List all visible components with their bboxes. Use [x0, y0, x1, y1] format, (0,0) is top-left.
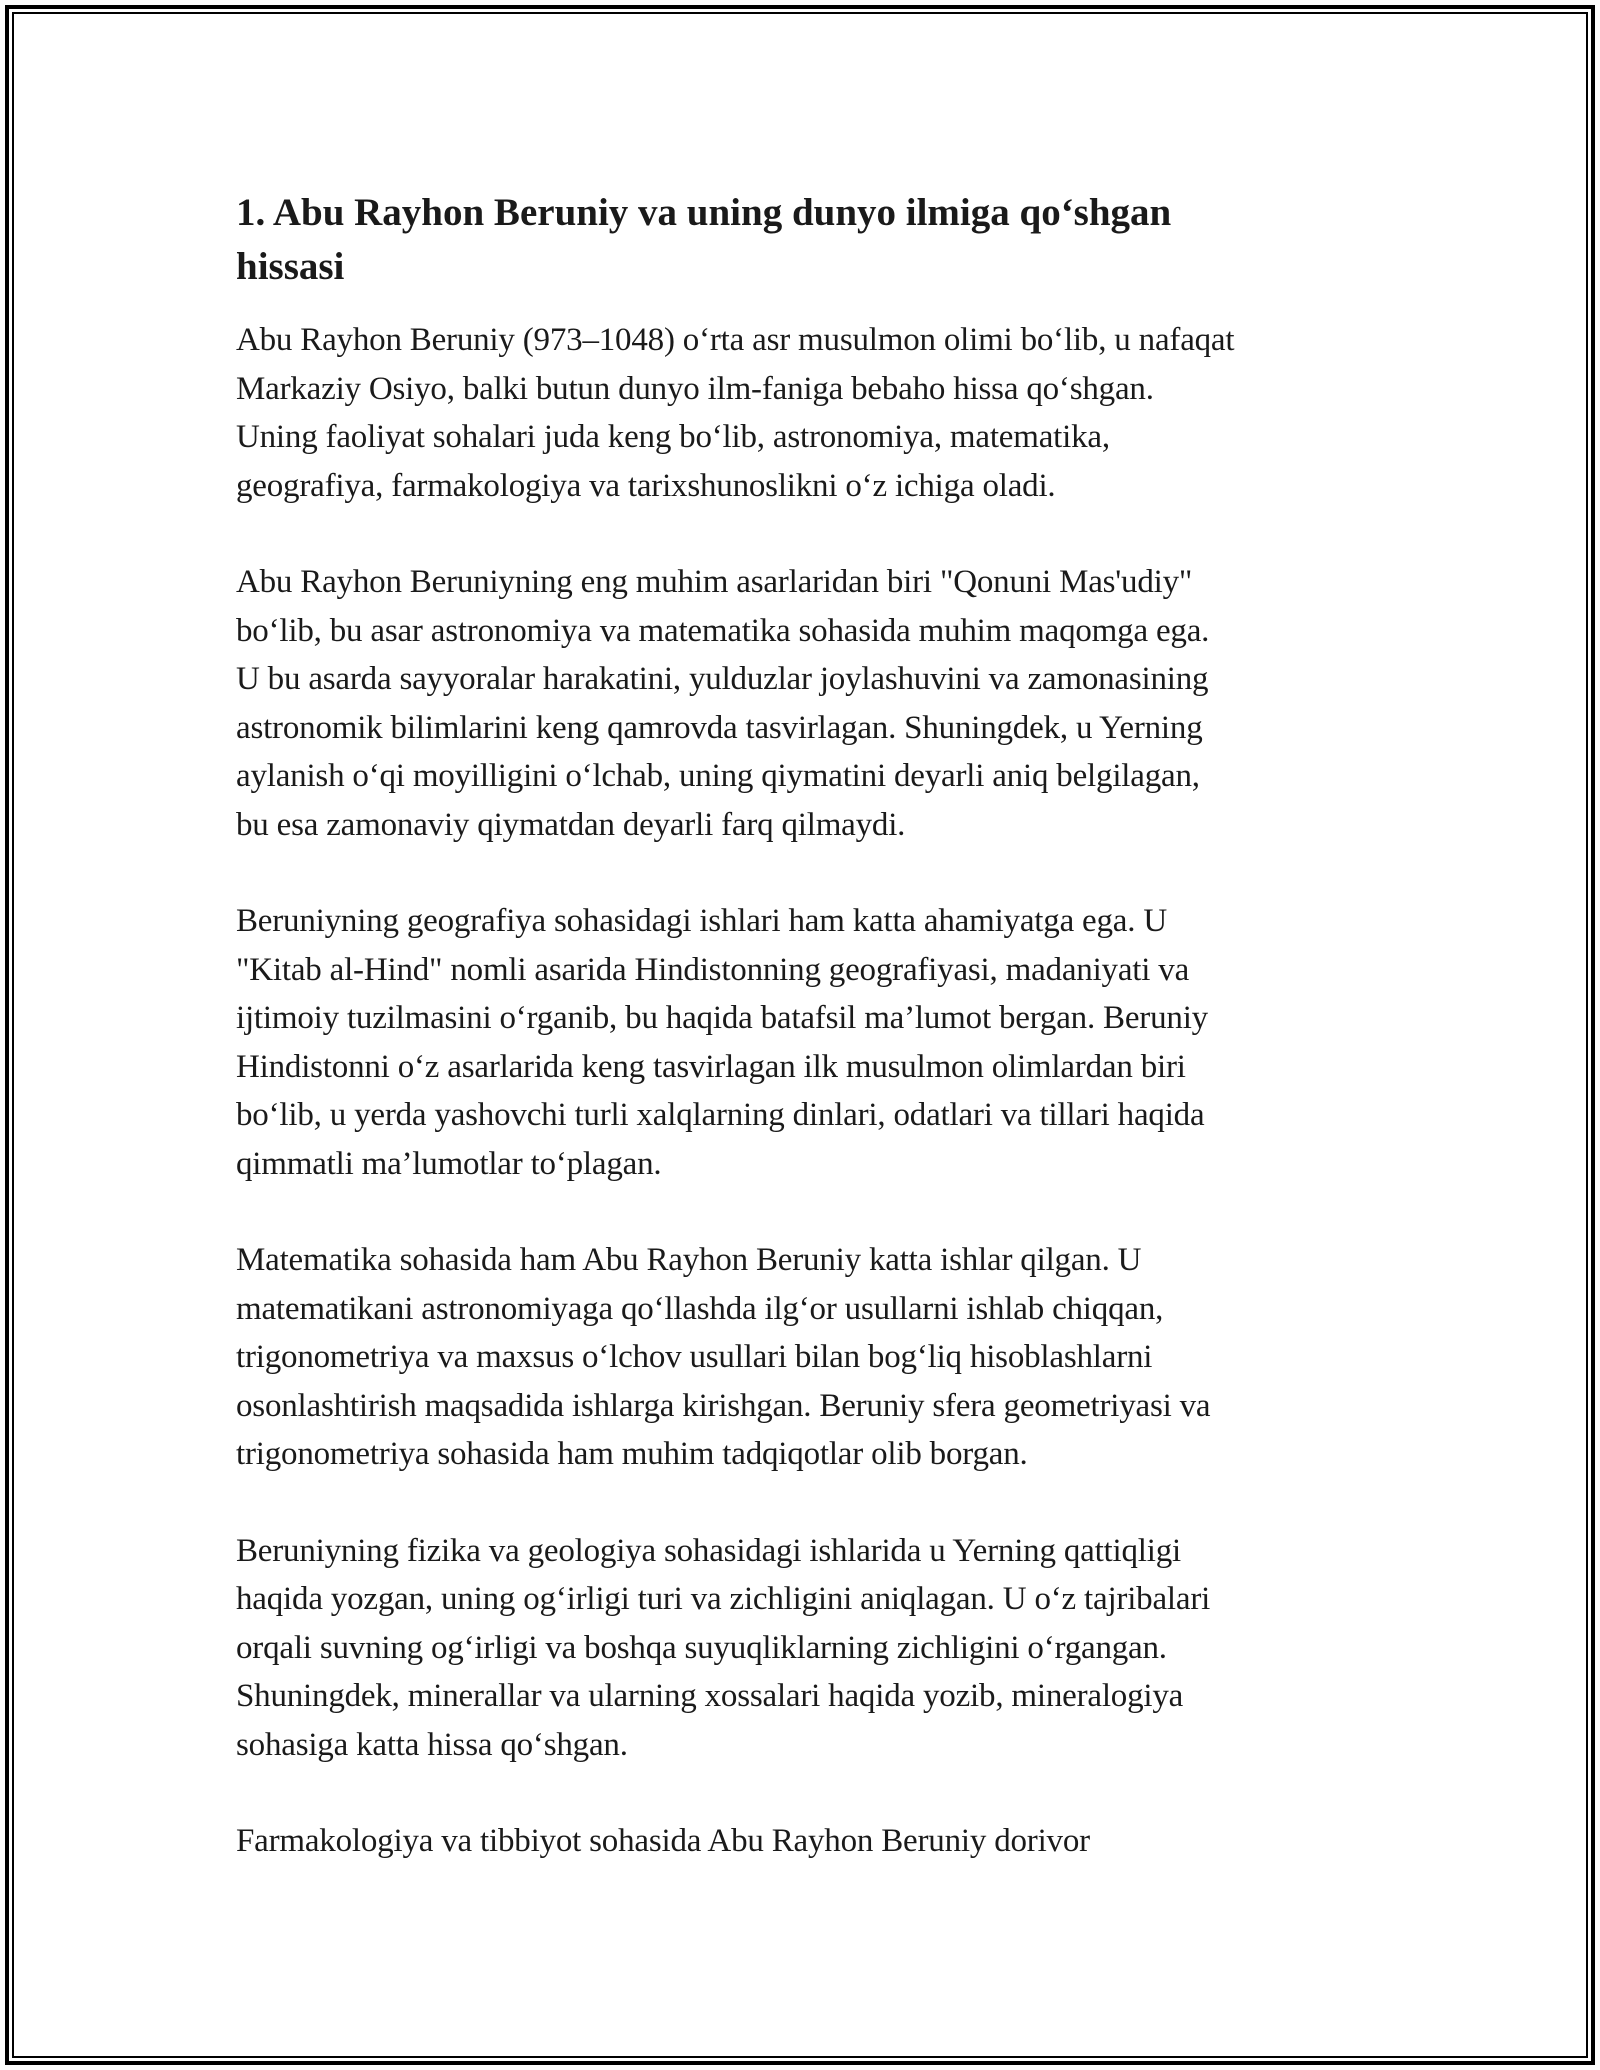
text-line: bo‘lib, bu asar astronomiya va matematika sohasida muhim maqomga ega.: [236, 612, 1210, 649]
text-line: matematikani astronomiyaga qo‘llashda ilg‘or usullarni ishlab chiqqan,: [236, 1290, 1164, 1327]
text-line: Hindistonni o‘z asarlarida keng tasvirlagan ilk musulmon olimlardan biri: [236, 1048, 1186, 1085]
paragraph-qonuni-masudiy: [236, 558, 1366, 849]
text-line: geografiya, farmakologiya va tarixshunoslikni o‘z ichiga oladi.: [236, 467, 1056, 504]
title-line: hissasi: [236, 245, 345, 288]
text-line: U bu asarda sayyoralar harakatini, yulduzlar joylashuvini va zamonasining: [236, 661, 1209, 697]
text-line: orqali suvning og‘irligi va boshqa suyuqliklarning zichligini o‘rgangan.: [236, 1629, 1167, 1666]
text-line: trigonometriya sohasida ham muhim tadqiqotlar olib borgan.: [236, 1436, 1028, 1472]
text-line: Abu Rayhon Beruniyning eng muhim asarlaridan biri "Qonuni Mas'udiy": [236, 564, 1193, 600]
text-line: sohasiga katta hissa qo‘shgan.: [236, 1726, 628, 1763]
text-line: qimmatli ma’lumotlar to‘plagan.: [236, 1145, 662, 1182]
paragraph-mathematics: [236, 1236, 1366, 1479]
text-line: bo‘lib, u yerda yashovchi turli xalqlarning dinlari, odatlari va tillari haqida: [236, 1097, 1205, 1133]
text-line: "Kitab al-Hind" nomli asarida Hindistonning geografiyasi, madaniyati va: [236, 951, 1190, 988]
text-line: trigonometriya va maxsus o‘lchov usullari bilan bog‘liq hisoblashlarni: [236, 1339, 1153, 1375]
paragraph-geography: [236, 897, 1366, 1188]
text-line: Beruniyning geografiya sohasidagi ishlari ham katta ahamiyatga ega. U: [236, 903, 1167, 939]
text-line: haqida yozgan, uning og‘irligi turi va zichligini aniqlagan. U o‘z tajribalari: [236, 1581, 1211, 1617]
text-line: Uning faoliyat sohalari juda keng bo‘lib, astronomiya, matematika,: [236, 419, 1110, 455]
text-line: bu esa zamonaviy qiymatdan deyarli farq qilmaydi.: [236, 806, 906, 843]
text-line: astronomik bilimlarini keng qamrovda tasvirlagan. Shuningdek, u Yerning: [236, 709, 1203, 746]
document-title: [236, 186, 1256, 294]
text-line: Matematika sohasida ham Abu Rayhon Beruniy katta ishlar qilgan. U: [236, 1242, 1142, 1278]
text-line: ijtimoiy tuzilmasini o‘rganib, bu haqida batafsil ma’lumot bergan. Beruniy: [236, 1000, 1208, 1036]
text-line: Markaziy Osiyo, balki butun dunyo ilm-faniga bebaho hissa qo‘shgan.: [236, 370, 1154, 407]
text-line: Beruniyning fizika va geologiya sohasidagi ishlarida u Yerning qattiqligi: [236, 1532, 1181, 1569]
paragraph-pharmacology: [236, 1817, 1366, 1866]
paragraph-intro: [236, 316, 1366, 510]
text-line: aylanish o‘qi moyilligini o‘lchab, uning qiymatini deyarli aniq belgilagan,: [236, 758, 1200, 794]
document-body: [236, 186, 1366, 1914]
text-line: Farmakologiya va tibbiyot sohasida Abu Rayhon Beruniy dorivor: [236, 1823, 1090, 1859]
text-line: osonlashtirish maqsadida ishlarga kirishgan. Beruniy sfera geometriyasi va: [236, 1387, 1211, 1424]
text-line: Shuningdek, minerallar va ularning xossalari haqida yozib, mineralogiya: [236, 1678, 1184, 1714]
text-line: Abu Rayhon Beruniy (973–1048) o‘rta asr musulmon olimi bo‘lib, u nafaqat: [236, 322, 1235, 358]
paragraph-physics-geology: [236, 1527, 1366, 1770]
title-line: 1. Abu Rayhon Beruniy va uning dunyo ilmiga qo‘shgan: [236, 191, 1172, 234]
